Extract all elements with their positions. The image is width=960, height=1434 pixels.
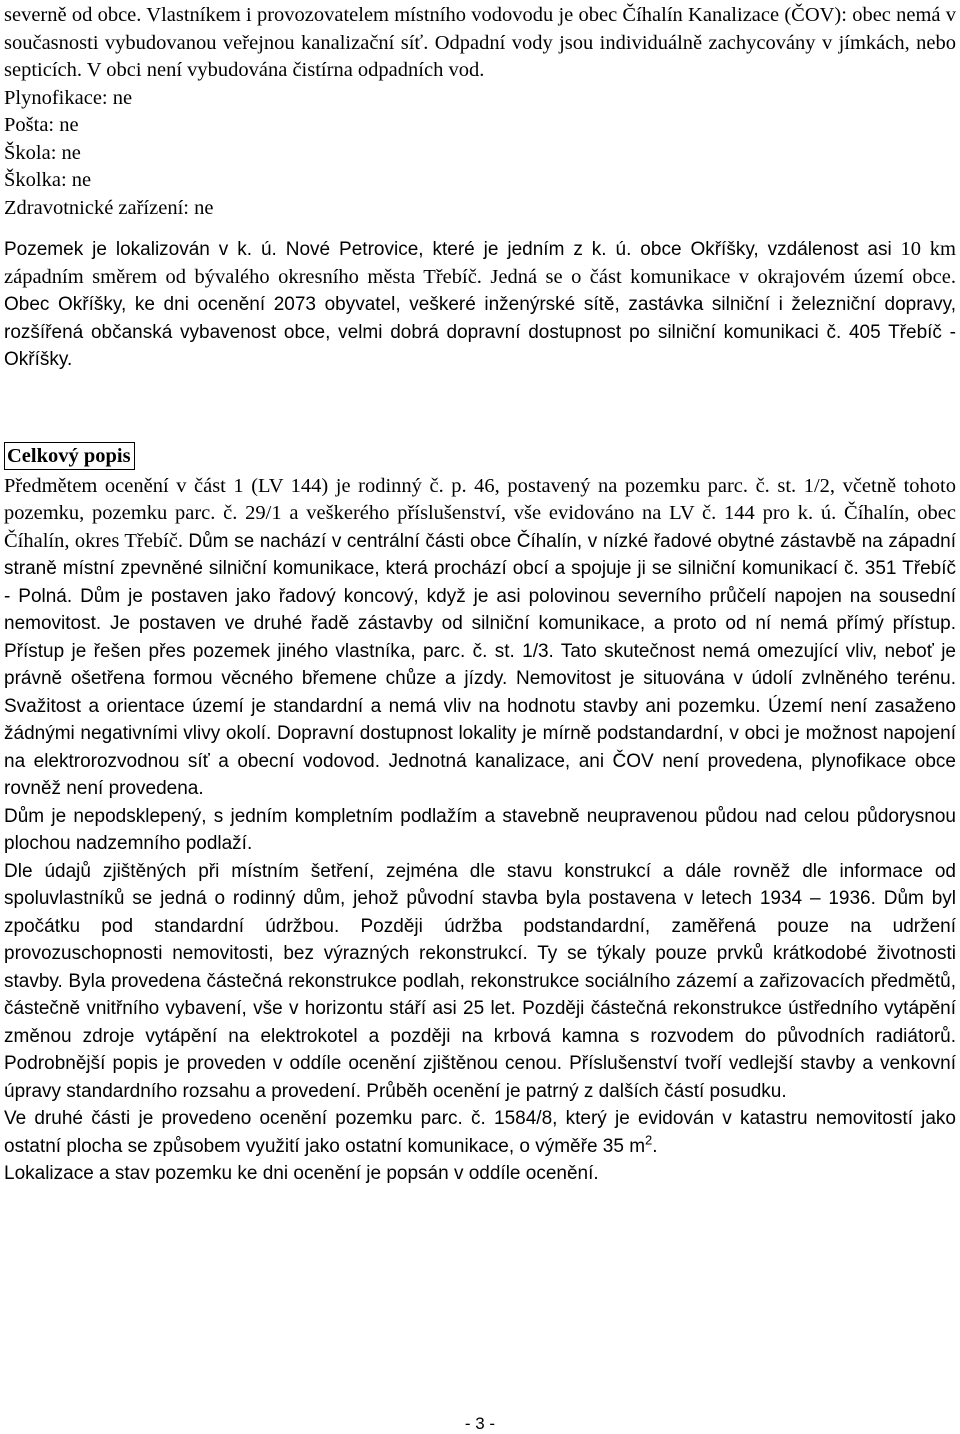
water-supply-text: severně od obce. Vlastníkem i provozovatelem místního vodovodu je obec Číhalín [4,4,683,26]
school-line: Škola: ne [4,141,81,164]
post-line: Pošta: ne [4,114,79,136]
paragraph-overview-3: Dle údajů zjištěných při místním šetření, zejména dle stavu konstrukcí a dále rovněž dle informace od spoluvlastníků se jedná o rodinný dům, jehož původní stavba byla postavena v letech 1934 – 1936. Dům byl zpočátku pod standardní údržbou. Později údržba podstandardní, zaměřená pouze na udržení provozuschopnosti nemovitosti, bez výrazných rekonstrukcí. Ty se týkaly pouze prvků krátkodobé životnosti stavby. Byla provedena částečná rekonstrukce podlah, rekonstrukce sociálního zázemí a zařizovacích předmětů, částečně vnitřního vybavení, vše v horizontu stáří asi 25 let. Později částečná rekonstrukce ústředního vytápění změnou zdroje vytápění na elektrokotel a později na krbová kamna s rozvodem do původních radiátorů. Podrobnější popis je proveden v oddíle ocenění zjištěnou cenou. Příslušenství tvoří vedlejší stavby a venkovní úpravy standardního rozsahu a provedení. Průběh ocenění je patrný z dalších částí posudku. [4,860,956,1102]
overview-text-a: Předmětem ocenění v část 1 (LV 144) je rodinný č. p. 46, postavený na pozemku parc. č. st. 1/2, včetně tohoto pozemku, pozemku parc. č. 29/1 a veškerého příslušenství, vše evidováno na LV č. 144 pro k. ú. Číhalín, obec Číhalín, okres Třebíč. [4,474,956,552]
page-number: - 3 - [464,1414,496,1433]
location-text-a: Pozemek je lokalizován v k. ú. Nové Petrovice, které je jedním z k. ú. obce Okříšky, vzdálenost asi [4,239,892,260]
kindergarten-line: Školka: ne [4,169,92,191]
overview-4-tail: . [652,1135,658,1157]
health-facility-line: Zdravotnické zařízení: ne [4,196,214,219]
paragraph-overview-5: Lokalizace a stav pozemku ke dni ocenění je popsán v oddíle ocenění. [4,1163,599,1184]
paragraph-water-supply [4,2,956,85]
paragraph-overview-2: Dům je nepodsklepený, s jedním kompletním podlažím a stavebně neupravenou půdou nad celou půdorysnou plochou nadzemního podlaží. [4,805,956,854]
paragraph-overview-1 [4,473,956,803]
spacer [4,222,956,236]
document-page [4,2,956,1188]
overview-4-sup: 2 [645,1132,653,1148]
paragraph-location [4,236,956,374]
spacer [4,374,956,442]
location-text-c: Obec Okříšky, ke dni ocenění 2073 obyvatel, veškeré inženýrské sítě, zastávka silniční i železniční dopravy, rozšířená občanská vybavenost obce, velmi dobrá dopravní dostupnost po silniční komunikaci č. 405 Třebíč - Okříšky. [4,294,956,370]
overview-4-text: Ve druhé části je provedeno ocenění pozemku parc. č. 1584/8, který je evidován v katastru nemovitostí jako ostatní plocha se způsobem využití jako ostatní komunikace, o výměře 35 m [4,1108,956,1157]
location-text-b: 10 km západním směrem od bývalého okresního města Třebíč. Jedná se o část komunikace v okrajovém území obce. [4,238,956,288]
section-heading-overview: Celkový popis [4,442,135,470]
overview-text-b: Dům se nachází v centrální části obce Číhalín, v nízké řadové obytné zástavbě na západní straně místní zpevněné silniční komunikace, která prochází obcí a spojuje ji se silniční komunikací č. 351 Třebíč - Polná. Dům je postaven jako řadový koncový, když je asi polovinou severního průčelí napojen na sousední nemovitost. Je postaven ve druhé řadě zástavby od silniční komunikace, a proto od ní nemá přímý přístup. Přístup je řešen přes pozemek jiného vlastníka, parc. č. st. 1/3. Tato skutečnost nemá omezující vliv, neboť je právně ošetřena formou věcného břemene chůze a jízdy. Nemovitost je situována v údolí zvlněného terénu. Svažitost a orientace území je standardní a nemá vliv na hodnotu stavby ani pozemku. Území není zasaženo žádnými negativními vlivy okolí. Dopravní dostupnost lokality je mírně podstandardní, v obci je možnost napojení na elektrorozvodnou síť a obecní vodovod. Jednotná kanalizace, ani ČOV není provedena, plynofikace obce rovněž není provedena. [4,530,957,799]
gas-line: Plynofikace: ne [4,86,133,109]
sewer-text: Kanalizace (ČOV): obec nemá v současnosti vybudovanou veřejnou kanalizační síť. Odpadní vody jsou individuálně zachycovány v jímkách, nebo septicích. V obci není vybudována čistírna odpadních vod. [4,4,957,81]
paragraph-overview-4 [4,1105,956,1160]
